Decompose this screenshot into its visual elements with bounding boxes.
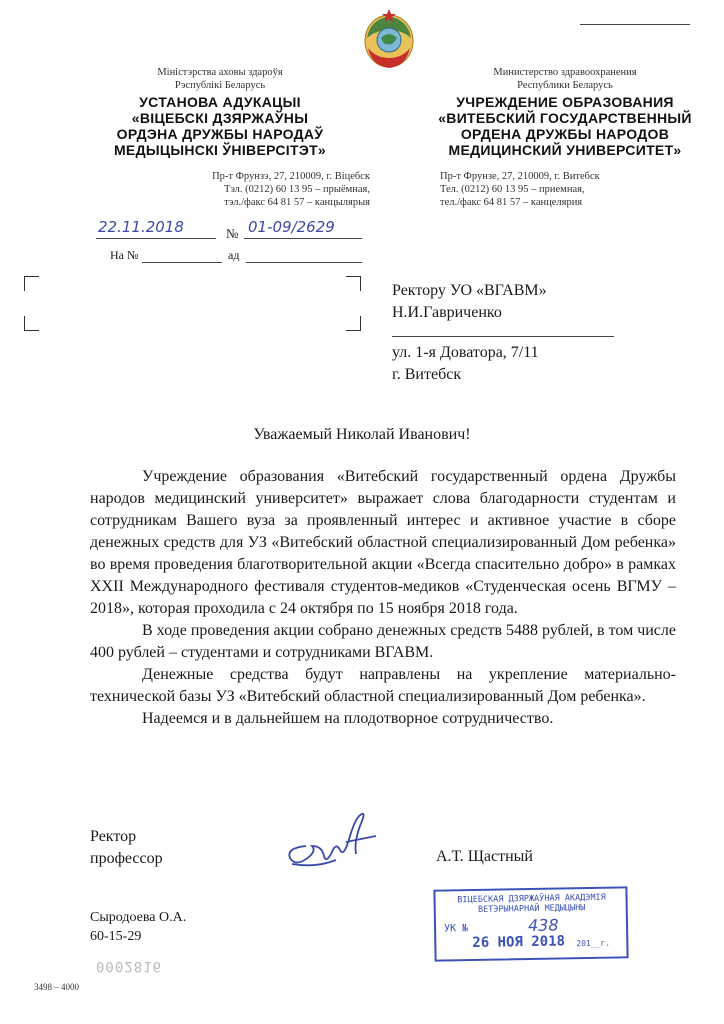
handwritten-signature-icon [276,806,386,876]
left-ministry-line2: Рэспублікі Беларусь [174,80,266,91]
right-ministry [420,66,710,92]
recipient-address [392,342,539,386]
recipient [392,280,547,324]
left-address-line: Пр-т Фрунзэ, 27, 210009, г. Віцебск [212,171,370,182]
left-address-line: тэл./факс 64 81 57 – канцылярыя [224,197,370,208]
signature-role2: профессор [90,850,163,867]
reg-number-line [244,238,362,239]
stamp-year-suffix: 201__г. [576,938,611,949]
ad-line [246,262,362,263]
executor-name: Сыродоева О.А. [90,910,187,925]
stamp-line2: ВЕТЭРЫНАРНАЙ МЕДЫЦЫНЫ [477,903,586,915]
signature-roles [90,826,163,870]
left-org-name [70,94,370,158]
stamp-org [441,892,621,915]
recipient-address-line1: ул. 1-я Доватора, 7/11 [392,344,539,361]
left-org-line: УСТАНОВА АДУКАЦЫІ [139,94,301,110]
reg-number: 01-09/2629 [248,218,335,236]
salutation: Уважаемый Николай Иванович! [253,426,471,443]
stamp-in-number: 438 [527,915,559,936]
left-org-line: МЕДЫЦЫНСКІ ЎНІВЕРСІТЭТ» [113,142,327,158]
corner-mark [24,276,39,291]
right-ministry-line2: Республики Беларусь [517,80,613,91]
reg-date-line [96,238,216,239]
footer-code: 3498 – 4000 [34,982,79,992]
na-label: На № [110,248,139,262]
right-org-name [420,94,710,158]
recipient-line1: Ректору УО «ВГАВМ» [392,282,547,299]
right-ministry-line1: Министерство здравоохранения [493,67,637,78]
right-address-line: Пр-т Фрунзе, 27, 210009, г. Витебск [440,171,600,182]
left-ministry [70,66,370,92]
paragraph: Надеемся и в дальнейшем на плодотворное сотрудничество. [142,710,554,727]
corner-mark [346,276,361,291]
corner-mark [24,316,39,331]
stamp-in-label: УК № [443,923,469,935]
corner-mark [346,316,361,331]
stamp-line1: ВІЦЕБСКАЯ ДЗЯРЖАЎНАЯ АКАДЭМІЯ [457,892,606,906]
paragraph: Учреждение образования «Витебский государственный ордена Дружбы народов медицинский университет» выражает слова благодарности студентам и сотрудникам Вашего вуза за проявленный интерес и активное участие в сборе денежных средств для УЗ «Витебский областной специализированный Дом ребенка» во время проведения благотворительной акции «Всегда спасительно добро» в рамках XXII Международного фестиваля студентов-медиков «Студенческая осень ВГМУ – 2018», которая проходила с 24 октября по 15 ноября 2018 года. [90,468,676,617]
state-emblem-icon [362,8,416,70]
right-org-line: МЕДИЦИНСКИЙ УНИВЕРСИТЕТ» [448,142,682,158]
serial-number: 0002816 [96,958,163,974]
ad-label: ад [228,248,240,262]
recipient-divider [392,336,614,337]
reg-date: 22.11.2018 [98,218,184,236]
paragraph: Денежные средства будут направлены на укрепление материально-технической базы УЗ «Витебский областной специализированный Дом ребенка». [90,666,676,705]
letter-body [90,466,676,730]
reg-number-sign: № [226,226,239,241]
left-address-line: Тэл. (0212) 60 13 95 – прыёмная, [223,184,370,195]
stamp-date: 26 НОЯ 2018 [472,933,566,952]
left-address [110,170,370,209]
executor [90,908,186,946]
signature-name: А.Т. Щастный [436,848,533,865]
left-org-line: ОРДЭНА ДРУЖБЫ НАРОДАЎ [116,126,324,142]
recipient-address-line2: г. Витебск [392,366,462,383]
right-org-line: «ВИТЕБСКИЙ ГОСУДАРСТВЕННЫЙ [438,110,692,126]
signature-role1: Ректор [90,828,137,845]
recipient-line2: Н.И.Гавриченко [392,304,502,321]
executor-phone: 60-15-29 [90,929,142,944]
paragraph: В ходе проведения акции собрано денежных средств 5488 рублей, в том числе 400 рублей – студентами и сотрудниками ВГАВМ. [90,622,676,661]
left-ministry-line1: Міністэрства аховы здароўя [157,67,283,78]
top-right-line [580,24,690,25]
right-address-line: Тел. (0212) 60 13 95 – приемная, [440,184,585,195]
right-address [440,170,690,209]
na-line [142,262,222,263]
right-org-line: УЧРЕЖДЕНИЕ ОБРАЗОВАНИЯ [456,94,674,110]
right-address-line: тел./факс 64 81 57 – канцелярия [440,197,583,208]
left-org-line: «ВІЦЕБСКІ ДЗЯРЖАЎНЫ [131,110,309,126]
incoming-stamp [433,886,628,961]
right-org-line: ОРДЕНА ДРУЖБЫ НАРОДОВ [460,126,670,142]
